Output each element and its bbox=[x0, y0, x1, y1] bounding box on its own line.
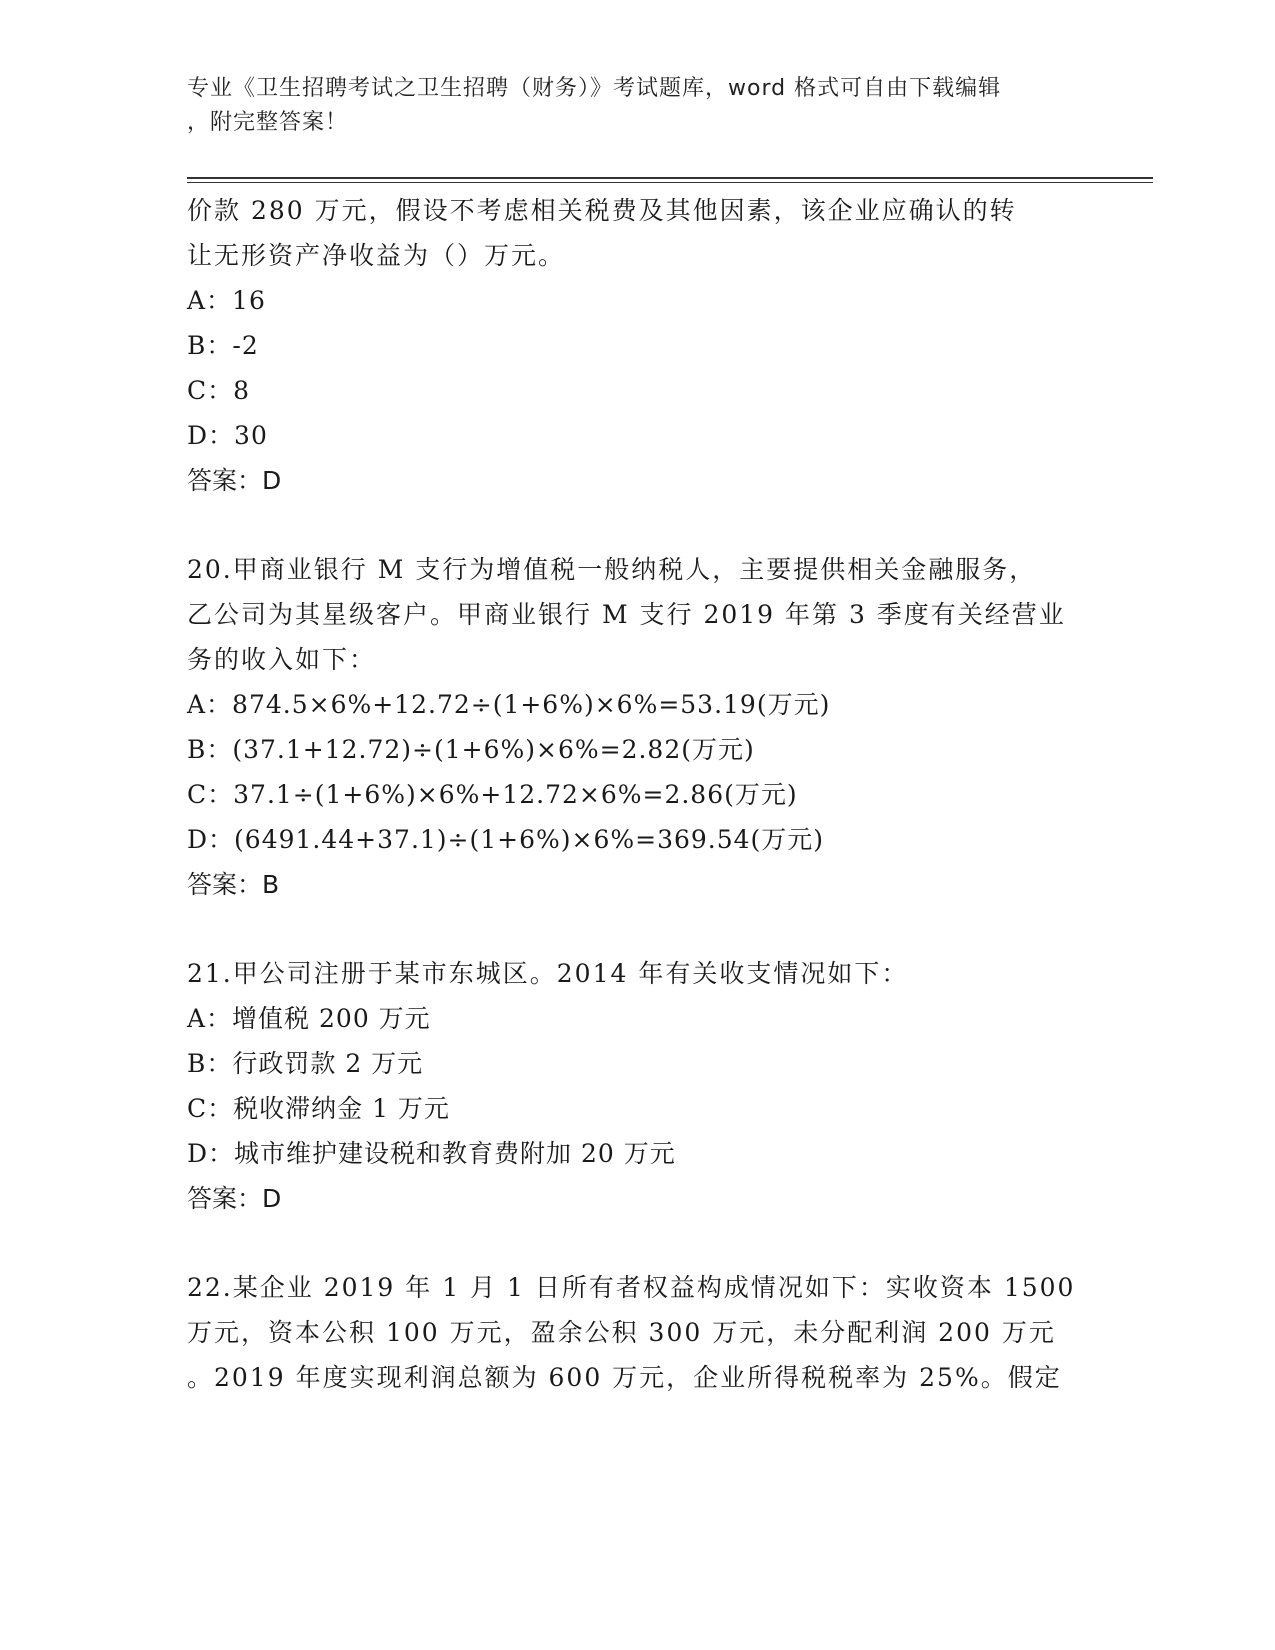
header-divider-thick bbox=[187, 177, 1153, 179]
option-c: C：8 bbox=[187, 376, 251, 405]
question-text-line: 21.甲公司注册于某市东城区。2014 年有关收支情况如下： bbox=[187, 959, 909, 988]
option-a: A：增值税 200 万元 bbox=[187, 1004, 431, 1033]
question-text-line: 乙公司为其星级客户。甲商业银行 M 支行 2019 年第 3 季度有关经营业 bbox=[187, 600, 1066, 629]
question-text-line: 务的收入如下： bbox=[187, 645, 377, 674]
option-b: B：行政罚款 2 万元 bbox=[187, 1049, 424, 1078]
option-d: D：(6491.44+37.1)÷(1+6%)×6%=369.54(万元) bbox=[187, 825, 825, 854]
document-header bbox=[187, 72, 1067, 140]
option-a: A：16 bbox=[187, 286, 266, 315]
question-21 bbox=[187, 951, 1087, 1221]
option-c: C：37.1÷(1+6%)×6%+12.72×6%=2.86(万元) bbox=[187, 780, 798, 809]
header-divider-thin bbox=[187, 182, 1153, 183]
question-text-line: 让无形资产净收益为（）万元。 bbox=[187, 241, 566, 270]
answer-label: 答案：D bbox=[187, 466, 282, 495]
option-d: D：城市维护建设税和教育费附加 20 万元 bbox=[187, 1139, 676, 1168]
header-title-line-1: 专业《卫生招聘考试之卫生招聘（财务）》考试题库，word 格式可自由下载编辑 bbox=[187, 76, 1002, 101]
option-b: B：-2 bbox=[187, 331, 259, 360]
question-22 bbox=[187, 1265, 1087, 1400]
option-b: B：(37.1+12.72)÷(1+6%)×6%=2.82(万元) bbox=[187, 735, 755, 764]
option-c: C：税收滞纳金 1 万元 bbox=[187, 1094, 450, 1123]
question-20 bbox=[187, 547, 1087, 907]
document-body bbox=[187, 188, 1087, 1400]
header-title-line-2: ，附完整答案！ bbox=[187, 110, 349, 135]
answer-label: 答案：D bbox=[187, 1184, 282, 1213]
question-text-line: 20.甲商业银行 M 支行为增值税一般纳税人，主要提供相关金融服务， bbox=[187, 555, 1037, 584]
question-text-line: 万元，资本公积 100 万元，盈余公积 300 万元，未分配利润 200 万元 bbox=[187, 1318, 1056, 1347]
answer-label: 答案：B bbox=[187, 870, 280, 899]
question-continued bbox=[187, 188, 1087, 503]
option-a: A：874.5×6%+12.72÷(1+6%)×6%=53.19(万元) bbox=[187, 690, 831, 719]
question-text-line: 。2019 年度实现利润总额为 600 万元，企业所得税税率为 25%。假定 bbox=[187, 1363, 1062, 1392]
question-text-line: 价款 280 万元，假设不考虑相关税费及其他因素，该企业应确认的转 bbox=[187, 196, 1017, 225]
option-d: D：30 bbox=[187, 421, 268, 450]
question-text-line: 22.某企业 2019 年 1 月 1 日所有者权益构成情况如下：实收资本 1500 bbox=[187, 1273, 1076, 1302]
